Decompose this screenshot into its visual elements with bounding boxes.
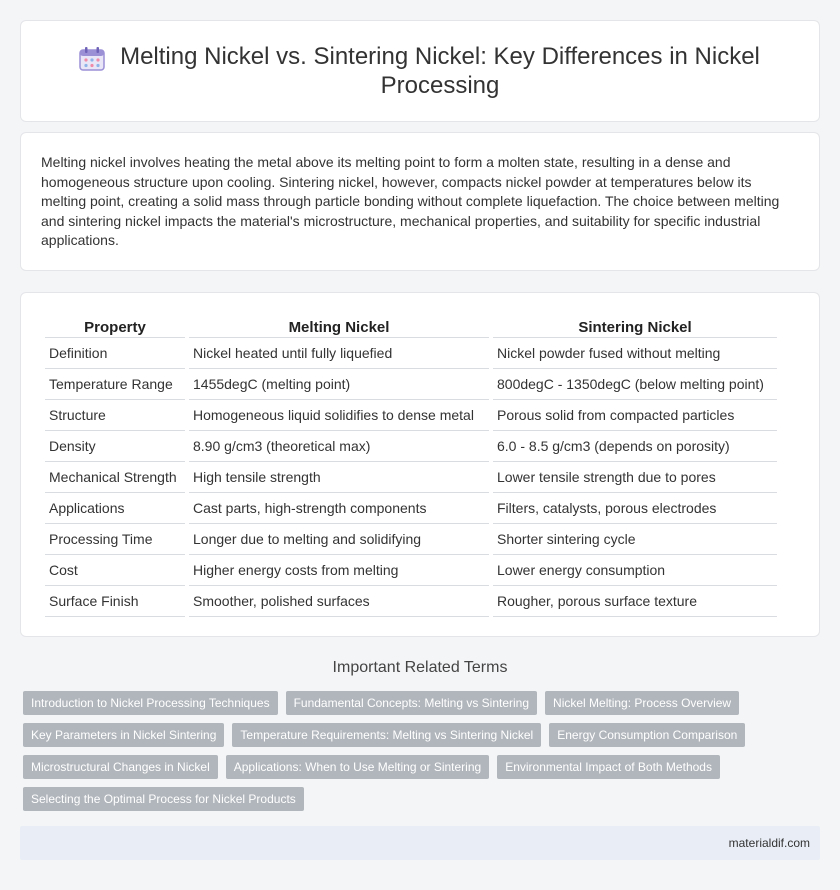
cell-property: Cost bbox=[45, 555, 185, 586]
table-row bbox=[45, 586, 777, 617]
footer-site-link[interactable]: materialdif.com bbox=[728, 836, 810, 850]
cell-melting: High tensile strength bbox=[189, 462, 489, 493]
table-row bbox=[45, 462, 777, 493]
cell-sintering: Rougher, porous surface texture bbox=[493, 586, 777, 617]
table-row bbox=[45, 400, 777, 431]
title-wrap bbox=[21, 21, 819, 121]
cell-property: Mechanical Strength bbox=[45, 462, 185, 493]
cell-property: Processing Time bbox=[45, 524, 185, 555]
header-sintering: Sintering Nickel bbox=[493, 313, 777, 338]
intro-card bbox=[20, 132, 820, 271]
related-tag[interactable]: Temperature Requirements: Melting vs Sintering Nickel bbox=[232, 723, 541, 747]
cell-melting: Homogeneous liquid solidifies to dense metal bbox=[189, 400, 489, 431]
cell-melting: Longer due to melting and solidifying bbox=[189, 524, 489, 555]
table-row bbox=[45, 493, 777, 524]
related-terms-title: Important Related Terms bbox=[332, 659, 508, 676]
cell-sintering: Porous solid from compacted particles bbox=[493, 400, 777, 431]
table-row bbox=[45, 524, 777, 555]
cell-property: Surface Finish bbox=[45, 586, 185, 617]
related-tag[interactable]: Microstructural Changes in Nickel bbox=[23, 755, 218, 779]
calendar-icon bbox=[79, 47, 105, 71]
related-tag[interactable]: Nickel Melting: Process Overview bbox=[545, 691, 739, 715]
related-tags bbox=[23, 691, 823, 819]
related-tag[interactable]: Energy Consumption Comparison bbox=[549, 723, 745, 747]
cell-sintering: 800degC - 1350degC (below melting point) bbox=[493, 369, 777, 400]
cell-melting: Higher energy costs from melting bbox=[189, 555, 489, 586]
footer bbox=[20, 826, 820, 860]
cell-sintering: Lower energy consumption bbox=[493, 555, 777, 586]
page-title: Melting Nickel vs. Sintering Nickel: Key Differences in Nickel Processing bbox=[120, 43, 760, 99]
comparison-table bbox=[41, 313, 781, 617]
cell-sintering: 6.0 - 8.5 g/cm3 (depends on porosity) bbox=[493, 431, 777, 462]
cell-property: Temperature Range bbox=[45, 369, 185, 400]
cell-property: Definition bbox=[45, 338, 185, 369]
related-tag[interactable]: Selecting the Optimal Process for Nickel Products bbox=[23, 787, 304, 811]
cell-property: Structure bbox=[45, 400, 185, 431]
related-tag[interactable]: Key Parameters in Nickel Sintering bbox=[23, 723, 224, 747]
related-tag[interactable]: Introduction to Nickel Processing Techniques bbox=[23, 691, 278, 715]
related-tag[interactable]: Fundamental Concepts: Melting vs Sintering bbox=[286, 691, 537, 715]
intro-text: Melting nickel involves heating the metal above its melting point to form a molten state, resulting in a dense and homogeneous structure upon cooling. Sintering nickel, however, compacts nickel powder at temperatures below its melting point, creating a solid mass through particle bonding without complete liquefaction. The choice between melting and sintering nickel impacts the material's microstructure, mechanical properties, and suitability for specific industrial applications. bbox=[41, 154, 780, 249]
cell-property: Applications bbox=[45, 493, 185, 524]
table-row bbox=[45, 338, 777, 369]
cell-melting: 8.90 g/cm3 (theoretical max) bbox=[189, 431, 489, 462]
cell-melting: Cast parts, high-strength components bbox=[189, 493, 489, 524]
cell-sintering: Lower tensile strength due to pores bbox=[493, 462, 777, 493]
cell-melting: 1455degC (melting point) bbox=[189, 369, 489, 400]
header-property: Property bbox=[45, 313, 185, 338]
related-tag[interactable]: Applications: When to Use Melting or Sintering bbox=[226, 755, 489, 779]
table-row bbox=[45, 431, 777, 462]
cell-sintering: Filters, catalysts, porous electrodes bbox=[493, 493, 777, 524]
header-melting: Melting Nickel bbox=[189, 313, 489, 338]
header-card bbox=[20, 20, 820, 122]
cell-sintering: Shorter sintering cycle bbox=[493, 524, 777, 555]
table-header-row bbox=[45, 313, 777, 338]
cell-melting: Nickel heated until fully liquefied bbox=[189, 338, 489, 369]
table-row bbox=[45, 555, 777, 586]
related-tag[interactable]: Environmental Impact of Both Methods bbox=[497, 755, 720, 779]
cell-melting: Smoother, polished surfaces bbox=[189, 586, 489, 617]
comparison-card bbox=[20, 292, 820, 637]
cell-property: Density bbox=[45, 431, 185, 462]
cell-sintering: Nickel powder fused without melting bbox=[493, 338, 777, 369]
table-row bbox=[45, 369, 777, 400]
